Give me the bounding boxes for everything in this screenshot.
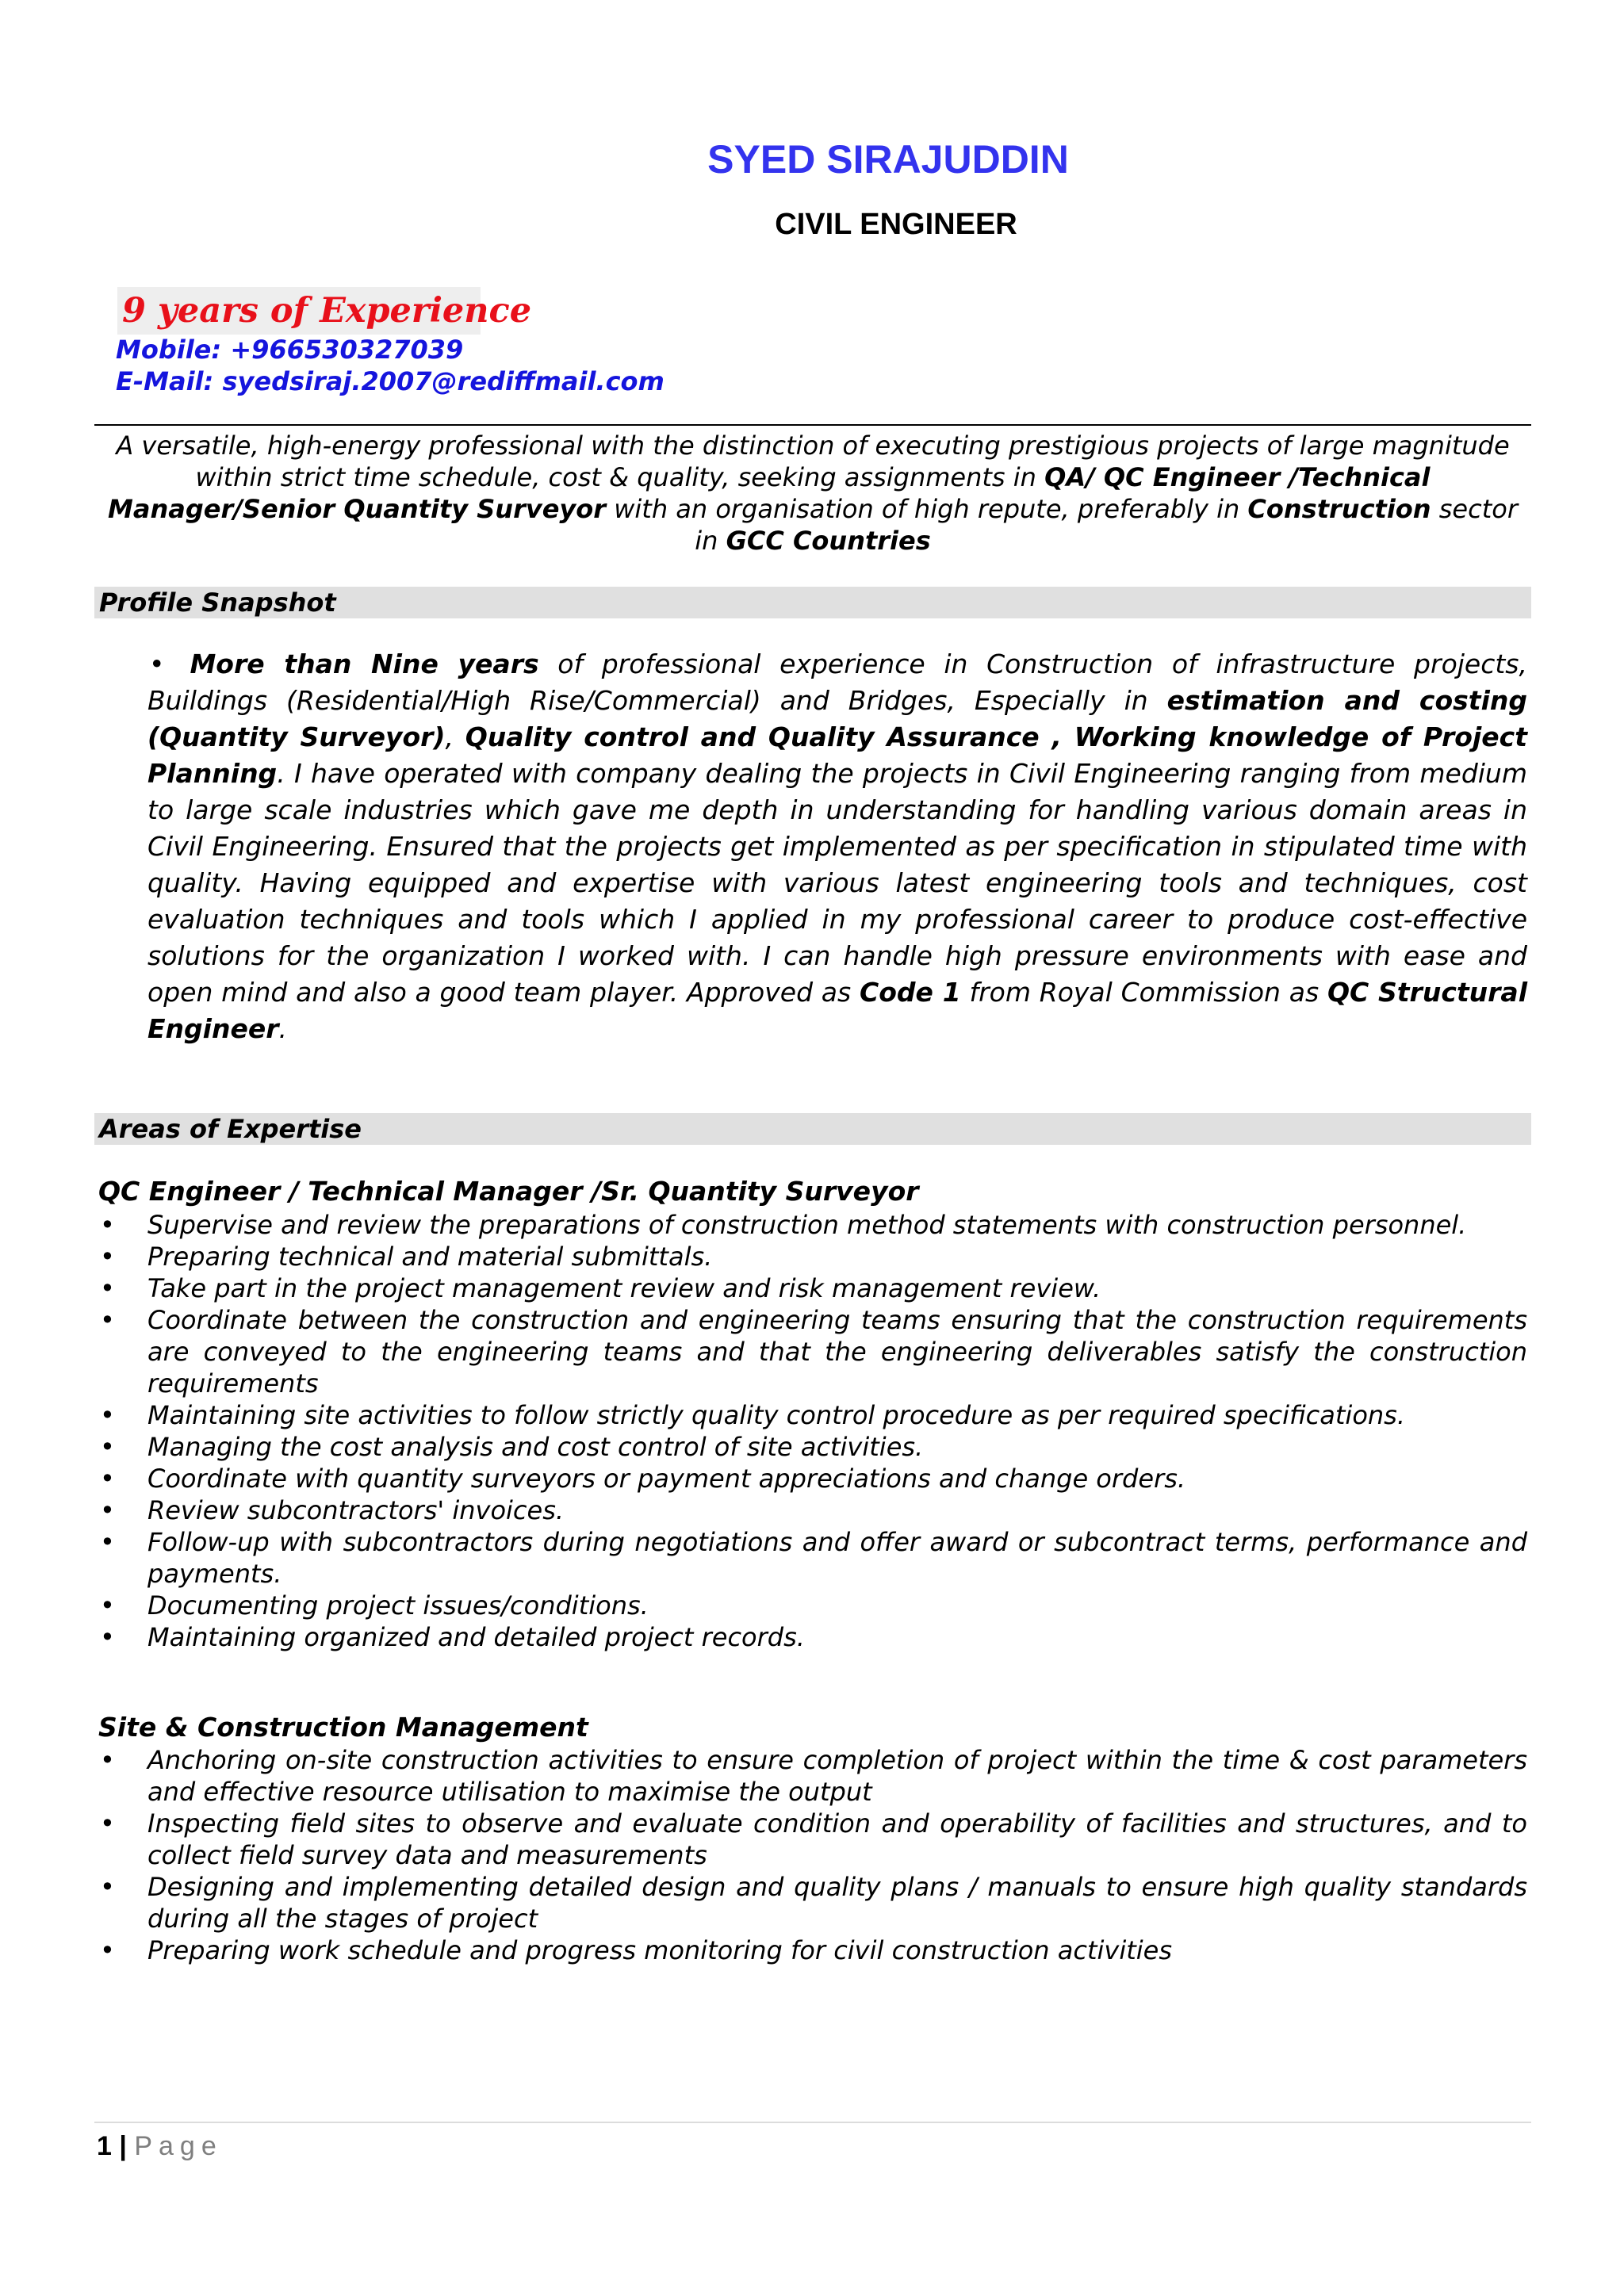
summary-text-3: sector in (695, 494, 1518, 556)
profile-text: , (445, 721, 465, 752)
qc-engineer-duties-list (98, 1209, 1527, 1653)
list-item-text: Inspecting field sites to observe and evaluate condition and operability of facilities and structures, and to collect field survey data and measurements (147, 1808, 1527, 1870)
list-item-text: Preparing technical and material submittals. (147, 1242, 713, 1272)
list-item-text: Managing the cost analysis and cost control of site activities. (147, 1432, 924, 1462)
summary-target-roles: QA/ QC Engineer /Technical Manager/Senior Quantity Surveyor (108, 462, 1431, 524)
page-separator: | (119, 2131, 127, 2161)
page-label: Page (134, 2131, 223, 2161)
bullet-icon: • (100, 1432, 115, 1462)
bullet-icon: • (100, 1935, 115, 1965)
bullet-icon: • (100, 1242, 115, 1272)
list-item (98, 1304, 1527, 1399)
list-item (98, 1808, 1527, 1871)
experience-badge: 9 years of Experience (117, 287, 481, 335)
list-item (98, 1590, 1527, 1621)
site-management-subheading: Site & Construction Management (98, 1712, 588, 1743)
areas-of-expertise-heading: Areas of Expertise (94, 1113, 1531, 1145)
profile-snapshot-text (147, 646, 1527, 1047)
page-number: 1 (97, 2131, 112, 2161)
list-item (98, 1272, 1527, 1304)
list-item (98, 1494, 1527, 1526)
list-item (98, 1241, 1527, 1272)
career-summary (94, 430, 1531, 557)
list-item-text: Coordinate with quantity surveyors or payment appreciations and change orders. (147, 1464, 1186, 1494)
profile-text: . (278, 1013, 287, 1044)
job-title: CIVIL ENGINEER (775, 208, 1017, 241)
list-item (98, 1209, 1527, 1241)
list-item-text: Take part in the project management review and risk management review. (147, 1273, 1101, 1303)
list-item (98, 1526, 1527, 1590)
list-item-text: Anchoring on-site construction activities to ensure completion of project within the time & cost parameters and effective resource utilisation to maximise the output (147, 1745, 1527, 1807)
list-item-text: Preparing work schedule and progress monitoring for civil construction activities (147, 1935, 1172, 1965)
summary-region: GCC Countries (726, 526, 931, 556)
footer-divider (94, 2122, 1531, 2123)
bullet-icon: • (100, 1495, 115, 1525)
summary-sector: Construction (1247, 494, 1431, 524)
list-item-text: Maintaining site activities to follow strictly quality control procedure as per required specifications. (147, 1400, 1406, 1430)
site-management-duties-list (98, 1744, 1527, 1966)
list-item (98, 1871, 1527, 1934)
profile-highlight: Quality control and Quality Assurance , Working knowledge of Project Planning (147, 721, 1528, 789)
qc-engineer-subheading: QC Engineer / Technical Manager /Sr. Quantity Surveyor (98, 1176, 919, 1207)
list-item-text: Coordinate between the construction and engineering teams ensuring that the construction requirements are conveyed to the engineering teams and that the engineering deliverables satisfy the construction requirements (147, 1305, 1527, 1399)
profile-highlight: Code 1 (860, 977, 961, 1008)
bullet-icon: • (100, 1273, 115, 1303)
bullet-icon: • (100, 1808, 115, 1839)
list-item (98, 1431, 1527, 1463)
profile-text: of professional experience in Construction of infrastructure projects, Buildings (Residential/High Rise/Commercial) and Bridges, Especially in (147, 649, 1527, 716)
bullet-icon: • (100, 1590, 115, 1621)
bullet-icon: • (100, 1305, 115, 1335)
profile-snapshot-heading: Profile Snapshot (94, 587, 1531, 618)
bullet-icon: • (100, 1622, 115, 1652)
list-item-text: Documenting project issues/conditions. (147, 1590, 649, 1621)
summary-text-1: A versatile, high-energy professional with the distinction of executing prestigious projects of large magnitude within strict time schedule, cost & quality, seeking assignments in (116, 430, 1510, 492)
bullet-icon: • (100, 1464, 115, 1494)
profile-highlight: estimation and costing (Quantity Surveyor) (147, 685, 1528, 752)
list-item (98, 1621, 1527, 1653)
summary-text-2: with an organisation of high repute, preferably in (606, 494, 1248, 524)
list-item-text: Maintaining organized and detailed project records. (147, 1622, 805, 1652)
page-footer (97, 2131, 223, 2162)
list-item (98, 1463, 1527, 1494)
profile-text: from Royal Commission as (960, 977, 1327, 1008)
bullet-icon: • (100, 1527, 115, 1557)
email-contact: E-Mail: syedsiraj.2007@rediffmail.com (116, 366, 665, 396)
profile-text: . I have operated with company dealing the projects in Civil Engineering ranging from medium to large scale industries which gave me depth in understanding for handling various domain areas in Civil Engineering. Ensured that the projects get implemented as per specification in stipulated time with quality. Having equipped and expertise with various latest engineering tools and techniques, cost evaluation techniques and tools which I applied in my professional career to produce cost-effective solutions for the organization I worked with. I can handle high pressure environments with ease and open mind and also a good team player. Approved as (147, 758, 1527, 1008)
header-divider (94, 424, 1531, 426)
bullet-icon: • (100, 1400, 115, 1430)
list-item (98, 1934, 1527, 1966)
bullet-icon: • (100, 1210, 115, 1240)
profile-highlight: QC Structural Engineer (147, 977, 1528, 1044)
mobile-contact: Mobile: +966530327039 (116, 335, 464, 365)
list-item-text: Supervise and review the preparations of construction method statements with construction personnel. (147, 1210, 1467, 1240)
profile-years: More than Nine years (190, 649, 539, 679)
list-item-text: Review subcontractors' invoices. (147, 1495, 565, 1525)
list-item-text: Designing and implementing detailed design and quality plans / manuals to ensure high quality standards during all the stages of project (147, 1872, 1527, 1934)
list-item-text: Follow-up with subcontractors during negotiations and offer award or subcontract terms, performance and payments. (147, 1527, 1527, 1589)
list-item (98, 1399, 1527, 1431)
bullet-icon: • (149, 649, 165, 679)
bullet-icon: • (100, 1872, 115, 1902)
candidate-name: SYED SIRAJUDDIN (707, 137, 1069, 182)
list-item (98, 1744, 1527, 1808)
bullet-icon: • (100, 1745, 115, 1775)
